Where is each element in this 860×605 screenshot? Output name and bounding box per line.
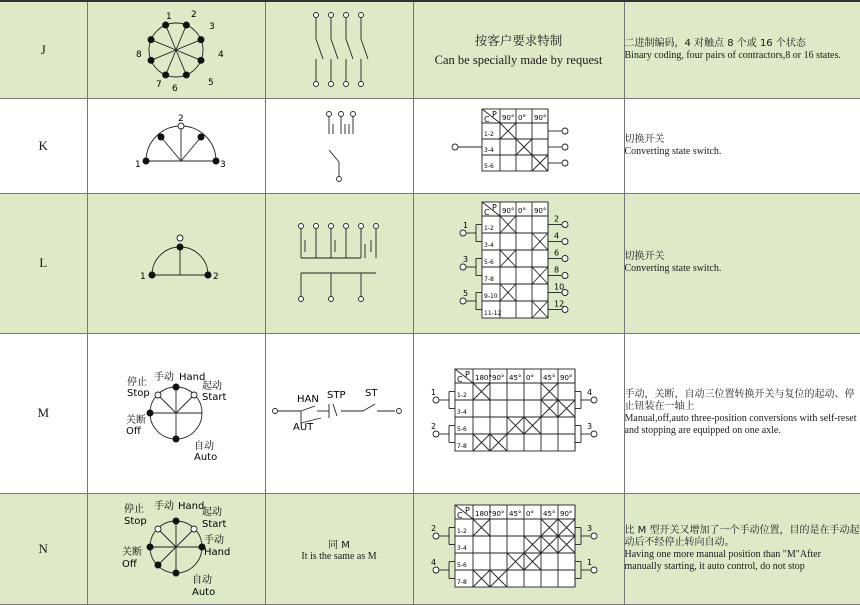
row-m (0, 333, 860, 493)
contact-label: 3-4 (456, 544, 467, 552)
terminal-label: 1 (586, 557, 592, 567)
terminal-label: 6 (553, 248, 559, 258)
svg-text:5: 5 (208, 77, 214, 88)
contact-label: 11-12 (483, 310, 501, 317)
position-diagram (87, 98, 265, 193)
type-code: L (0, 193, 87, 333)
svg-text:Start: Start (202, 392, 227, 403)
type-code: M (0, 333, 87, 493)
svg-text:停止: 停止 (124, 503, 144, 515)
angle-label: 90° (559, 374, 572, 382)
same-as-m-en: It is the same as M (301, 550, 377, 562)
contact-label: 5-6 (456, 561, 467, 569)
contact-label: 1-2 (456, 527, 467, 535)
angle-label: 90° (501, 114, 514, 122)
header-p: P (491, 203, 497, 212)
type-code: K (0, 98, 87, 193)
description: 比 M 型开关又增加了一个手动位置，目的是在手动起动后不经停止转向自动。 Having one more manual position than "M"After manually starting, it auto control, do not stop (624, 493, 860, 604)
position-dot (183, 71, 190, 78)
position-diagram (87, 493, 265, 604)
angle-label: 90° (533, 114, 546, 122)
contact-label: 3-4 (483, 147, 494, 154)
svg-text:2: 2 (213, 272, 219, 282)
terminal-label: 3 (586, 523, 592, 533)
terminal-label: 3 (462, 255, 468, 264)
contact-diagram (265, 98, 413, 193)
svg-text:6: 6 (172, 83, 178, 94)
contact-diagram-cell (265, 493, 413, 604)
custom-note-cn: 按客户要求特制 (474, 33, 563, 49)
svg-text:自动: 自动 (194, 441, 214, 452)
switching-grid (455, 505, 575, 587)
custom-note-en: Can be specially made by request (434, 53, 603, 68)
svg-text:Hand: Hand (179, 372, 206, 383)
switching-table (413, 493, 624, 604)
svg-text:Hand: Hand (204, 546, 231, 558)
contact-label: 5-6 (456, 426, 467, 433)
contact-label: 3-4 (483, 242, 494, 249)
angle-label: 180° (474, 374, 492, 382)
angle-label: 90° (533, 207, 546, 215)
svg-text:2: 2 (191, 9, 197, 20)
terminal-label: 5 (462, 289, 468, 298)
terminal-label: 12 (553, 299, 564, 309)
contact-label: 7-8 (456, 578, 467, 586)
svg-text:ST: ST (364, 388, 377, 399)
svg-text:Auto: Auto (194, 452, 218, 463)
svg-text:7: 7 (156, 79, 162, 90)
position-dot (197, 36, 204, 43)
terminal-label: 10 (553, 282, 564, 292)
svg-text:起动: 起动 (202, 381, 222, 392)
svg-text:自动: 自动 (192, 574, 212, 586)
terminal-label: 8 (553, 265, 559, 275)
type-code: N (0, 493, 87, 604)
svg-text:8: 8 (136, 49, 142, 60)
header-c: C (456, 510, 463, 520)
header-p: P (464, 370, 470, 379)
svg-text:手动: 手动 (154, 372, 174, 383)
svg-text:关断: 关断 (126, 415, 146, 426)
angle-label: 0° (525, 509, 534, 518)
angle-label: 180° (474, 509, 492, 518)
svg-text:Auto: Auto (192, 586, 216, 598)
angle-label: 90° (559, 509, 572, 518)
contact-label: 5-6 (483, 163, 494, 170)
position-diagram (87, 1, 265, 98)
angle-label: 45° (542, 509, 555, 518)
position-dot (162, 71, 169, 78)
terminal-label: 1 (430, 388, 436, 397)
svg-text:1: 1 (140, 272, 146, 282)
description: 二进制编码，4 对触点 8 个或 16 个状态 Binary coding, four pairs of contractors,8 or 16 states. (624, 1, 860, 98)
svg-text:1: 1 (166, 11, 172, 22)
header-c: C (456, 375, 463, 384)
type-code: J (0, 1, 87, 98)
svg-text:4: 4 (218, 49, 224, 60)
header-p: P (491, 110, 497, 119)
description: 切换开关 Converting state switch. (624, 98, 860, 193)
switching-table (413, 333, 624, 493)
switching-grid (455, 369, 575, 451)
row-j (0, 1, 860, 98)
description: 手动，关断，自动三位置转换开关与复位的起动、停止钮装在一轴上 Manual,off,auto three-position conversions with self-reset and stopping are equipped on one axle. (624, 333, 860, 493)
angle-label: 0° (517, 207, 526, 215)
terminal-label: 4 (586, 388, 592, 397)
svg-text:2: 2 (178, 113, 184, 124)
switching-grid (482, 202, 548, 318)
position-diagram (87, 333, 265, 493)
angle-label: 45° (508, 509, 521, 518)
angle-label: 90° (501, 207, 514, 215)
header-c: C (483, 115, 490, 124)
angle-label: 0° (525, 374, 534, 382)
svg-text:停止: 停止 (127, 377, 147, 388)
svg-text:Stop: Stop (127, 388, 150, 399)
position-dot (162, 21, 169, 28)
switching-table (413, 193, 624, 333)
angle-label: 90° (491, 374, 504, 382)
svg-text:Off: Off (122, 558, 137, 570)
position-dot (148, 36, 155, 43)
contact-label: 5-6 (483, 259, 494, 266)
switching-table-cell (413, 1, 624, 98)
svg-text:AUT: AUT (292, 422, 313, 433)
contact-diagram (265, 193, 413, 333)
svg-text:手动: 手动 (204, 534, 224, 546)
svg-text:3: 3 (209, 21, 215, 32)
contact-label: 7-8 (483, 276, 494, 283)
contact-label: 1-2 (483, 131, 494, 138)
contact-diagram (265, 333, 413, 493)
header-p: P (464, 505, 470, 515)
svg-text:3: 3 (220, 159, 226, 170)
svg-text:1: 1 (135, 159, 141, 170)
svg-text:Off: Off (126, 426, 141, 437)
angle-label: 90° (491, 509, 504, 518)
terminal-label: 3 (586, 422, 592, 431)
terminal-label: 4 (553, 231, 559, 241)
angle-label: 45° (508, 374, 521, 382)
position-diagram (87, 193, 265, 333)
row-l (0, 193, 860, 333)
row-k (0, 98, 860, 193)
svg-text:STP: STP (326, 390, 345, 401)
angle-label: 0° (517, 114, 526, 122)
contact-label: 3-4 (456, 409, 467, 416)
position-dot (148, 57, 155, 64)
svg-text:Start: Start (202, 518, 227, 530)
svg-text:Hand: Hand (178, 500, 205, 512)
svg-text:手动: 手动 (154, 500, 174, 512)
terminal-label: 1 (462, 221, 468, 230)
contact-label: 1-2 (456, 392, 467, 399)
row-n (0, 493, 860, 604)
header-c: C (483, 208, 490, 217)
position-dot (197, 57, 204, 64)
terminal-label: 4 (430, 557, 436, 567)
switching-grid (482, 109, 548, 171)
terminal-label: 2 (553, 214, 559, 224)
terminal-label: 2 (430, 422, 436, 431)
contact-label: 7-8 (456, 443, 467, 450)
contact-label: 1-2 (483, 225, 494, 232)
svg-text:HAN: HAN (296, 394, 319, 405)
description: 切换开关 Converting state switch. (624, 193, 860, 333)
position-dot (183, 21, 190, 28)
contact-diagram (265, 1, 413, 98)
angle-label: 45° (542, 374, 555, 382)
contact-label: 9-10 (483, 293, 498, 300)
switching-table (413, 98, 624, 193)
svg-text:关断: 关断 (122, 546, 142, 558)
same-as-m-cn: 同 M (328, 539, 350, 551)
svg-text:Stop: Stop (124, 515, 147, 527)
svg-text:起动: 起动 (202, 506, 222, 518)
terminal-label: 2 (430, 523, 436, 533)
